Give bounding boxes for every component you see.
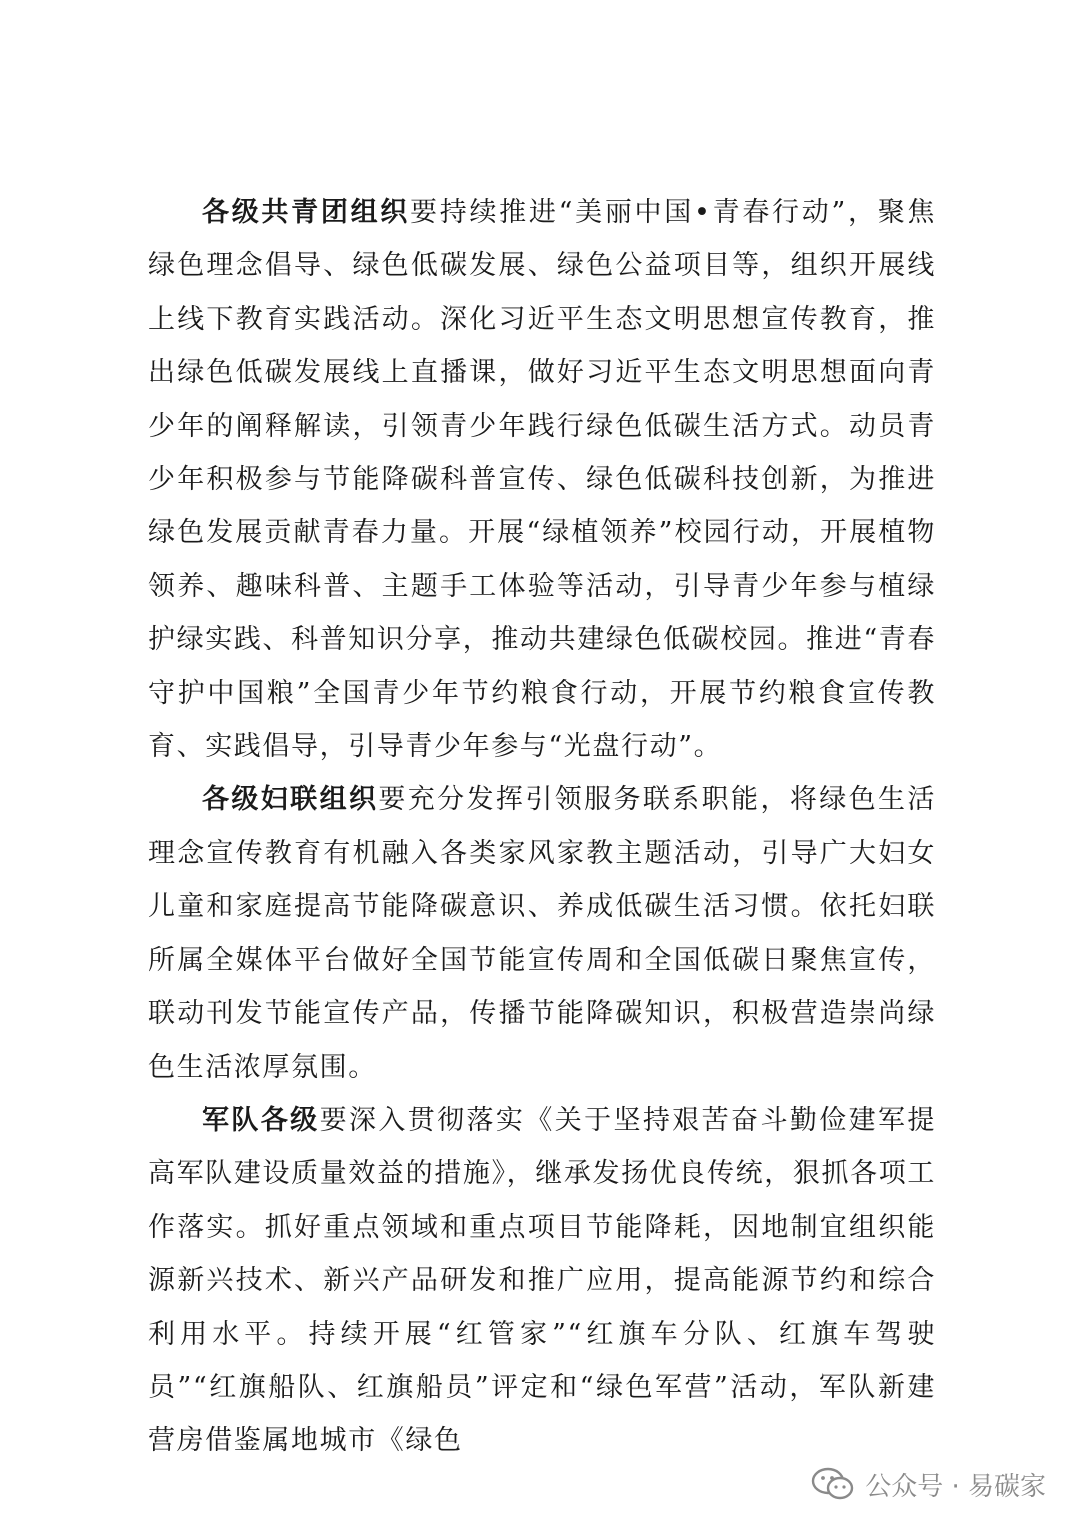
- paragraph-text: 要深入贯彻落实《关于坚持艰苦奋斗勤俭建军提高军队建设质量效益的措施》，继承发扬优良传统，狠抓各项工作落实。抓好重点领域和重点项目节能降耗，因地制宜组织能源新兴技术、新兴产品研发和推广应用，提高能源节约和综合利用水平。持续开展“红管家”“红旗车分队、红旗车驾驶员”“红旗船队、红旗船员”评定和“绿色军营”活动，军队新建营房借鉴属地城市《绿色: [148, 1104, 936, 1457]
- wechat-watermark: [811, 1462, 1046, 1506]
- paragraph-womens-federation: [148, 773, 936, 1093]
- watermark-text: 公众号 · 易碳家: [865, 1471, 1046, 1502]
- paragraph-youth-league: [148, 186, 936, 773]
- paragraph-text: 要充分发挥引领服务联系职能，将绿色生活理念宣传教育有机融入各类家风家教主题活动，引导广大妇女儿童和家庭提高节能降碳意识、养成低碳生活习惯。依托妇联所属全媒体平台做好全国节能宣传周和全国低碳日聚焦宣传，联动刊发节能宣传产品，传播节能降碳知识，积极营造崇尚绿色生活浓厚氛围。: [148, 784, 936, 1083]
- wechat-icon: [811, 1467, 855, 1501]
- paragraph-military: [148, 1094, 936, 1468]
- document-body: [148, 186, 936, 1468]
- paragraph-lead: 各级共青团组织: [202, 197, 411, 228]
- paragraph-text: 要持续推进“美丽中国•青春行动”，聚焦绿色理念倡导、绿色低碳发展、绿色公益项目等，组织开展线上线下教育实践活动。深化习近平生态文明思想宣传教育，推出绿色低碳发展线上直播课，做好习近平生态文明思想面向青少年的阐释解读，引领青少年践行绿色低碳生活方式。动员青少年积极参与节能降碳科普宣传、绿色低碳科技创新，为推进绿色发展贡献青春力量。开展“绿植领养”校园行动，开展植物领养、趣味科普、主题手工体验等活动，引导青少年参与植绿护绿实践、科普知识分享，推动共建绿色低碳校园。推进“青春守护中国粮”全国青少年节约粮食行动，开展节约粮食宣传教育、实践倡导，引导青少年参与“光盘行动”。: [148, 197, 937, 763]
- paragraph-lead: 军队各级: [202, 1104, 320, 1136]
- paragraph-lead: 各级妇联组织: [202, 784, 379, 816]
